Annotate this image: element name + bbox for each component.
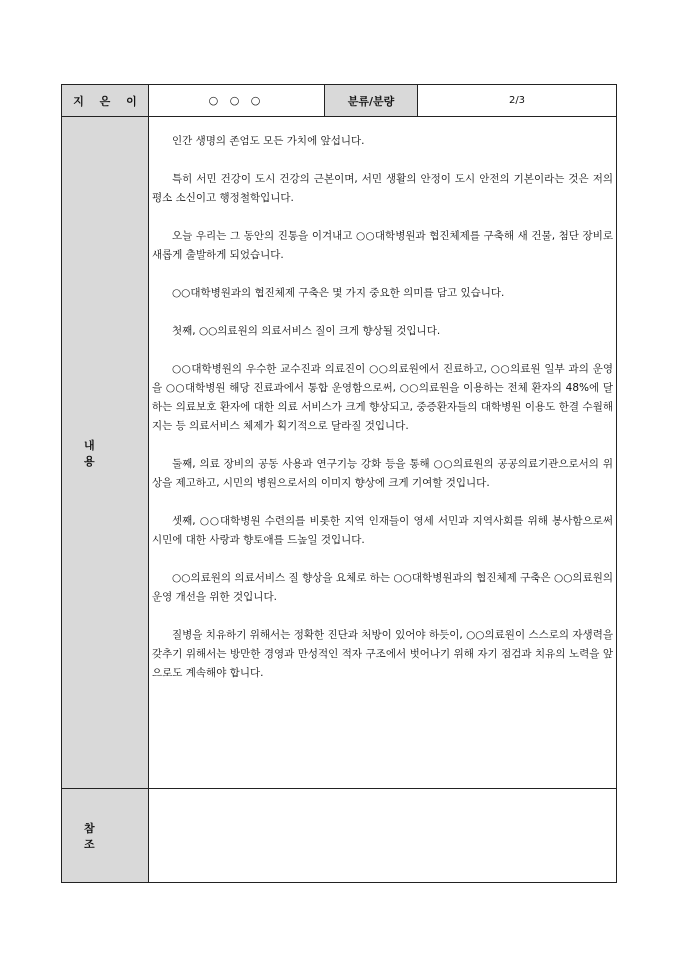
reference-label: 참 조 — [62, 789, 149, 882]
author-label: 지 은 이 — [62, 85, 149, 116]
content-paragraph: ○○대학병원과의 협진체제 구축은 몇 가지 중요한 의미를 담고 있습니다. — [172, 287, 505, 299]
content-paragraph: 둘째, 의료 장비의 공동 사용과 연구기능 강화 등을 통해 ○○의료원의 공공의료기관으로서의 위상을 제고하고, 시민의 병원으로서의 이미지 향상에 크게 기여할 것입니다. — [152, 458, 613, 489]
content-paragraph: 오늘 우리는 그 동안의 진통을 이겨내고 ○○대학병원과 협진체제를 구축해 새 건물, 첨단 장비로 새롭게 출발하게 되었습니다. — [152, 230, 613, 261]
content-row — [62, 117, 616, 789]
category-value: 2/3 — [508, 95, 526, 106]
header-row — [62, 85, 616, 117]
content-paragraph: 첫째, ○○의료원의 의료서비스 질이 크게 향상될 것입니다. — [172, 325, 441, 337]
reference-row — [62, 789, 616, 882]
content-paragraph: ○○의료원의 의료서비스 질 향상을 요체로 하는 ○○대학병원과의 협진체제 구축은 ○○의료원의 운영 개선을 위한 것입니다. — [152, 572, 613, 603]
document-form — [61, 84, 617, 883]
content-paragraph: 인간 생명의 존엄도 모든 가치에 앞섭니다. — [172, 135, 365, 147]
content-label: 내 용 — [62, 117, 149, 788]
content-body — [149, 117, 616, 788]
content-paragraph: 셋째, ○○대학병원 수련의를 비롯한 지역 인재들이 영세 서민과 지역사회를 위해 봉사함으로써 시민에 대한 사랑과 향토애를 드높일 것입니다. — [152, 515, 613, 546]
author-value: ○ ○ ○ — [149, 85, 325, 116]
content-paragraph: 특히 서민 건강이 도시 건강의 근본이며, 서민 생활의 안정이 도시 안전의 기본이라는 것은 저의 평소 소신이고 행정철학입니다. — [152, 173, 613, 204]
reference-value — [149, 789, 616, 882]
content-paragraph: 질병을 치유하기 위해서는 정확한 진단과 처방이 있어야 하듯이, ○○의료원이 스스로의 자생력을 갖추기 위해서는 방만한 경영과 만성적인 적자 구조에서 벗어나기 위해 자기 점검과 치유의 노력을 앞으로도 계속해야 합니다. — [152, 629, 613, 679]
content-paragraph: ○○대학병원의 우수한 교수진과 의료진이 ○○의료원에서 진료하고, ○○의료원 일부 과의 운영을 ○○대학병원 해당 진료과에서 통합 운영함으로써, ○○의료원을 이용하는 전체 환자의 48%에 달하는 의료보호 환자에 대한 의료 서비스가 크게 향상되고, 중증환자들의 대학병원 이용도 한결 수월해지는 등 의료서비스 체제가 획기적으로 달라질 것입니다. — [152, 363, 613, 432]
category-label: 분류/분량 — [325, 85, 418, 116]
